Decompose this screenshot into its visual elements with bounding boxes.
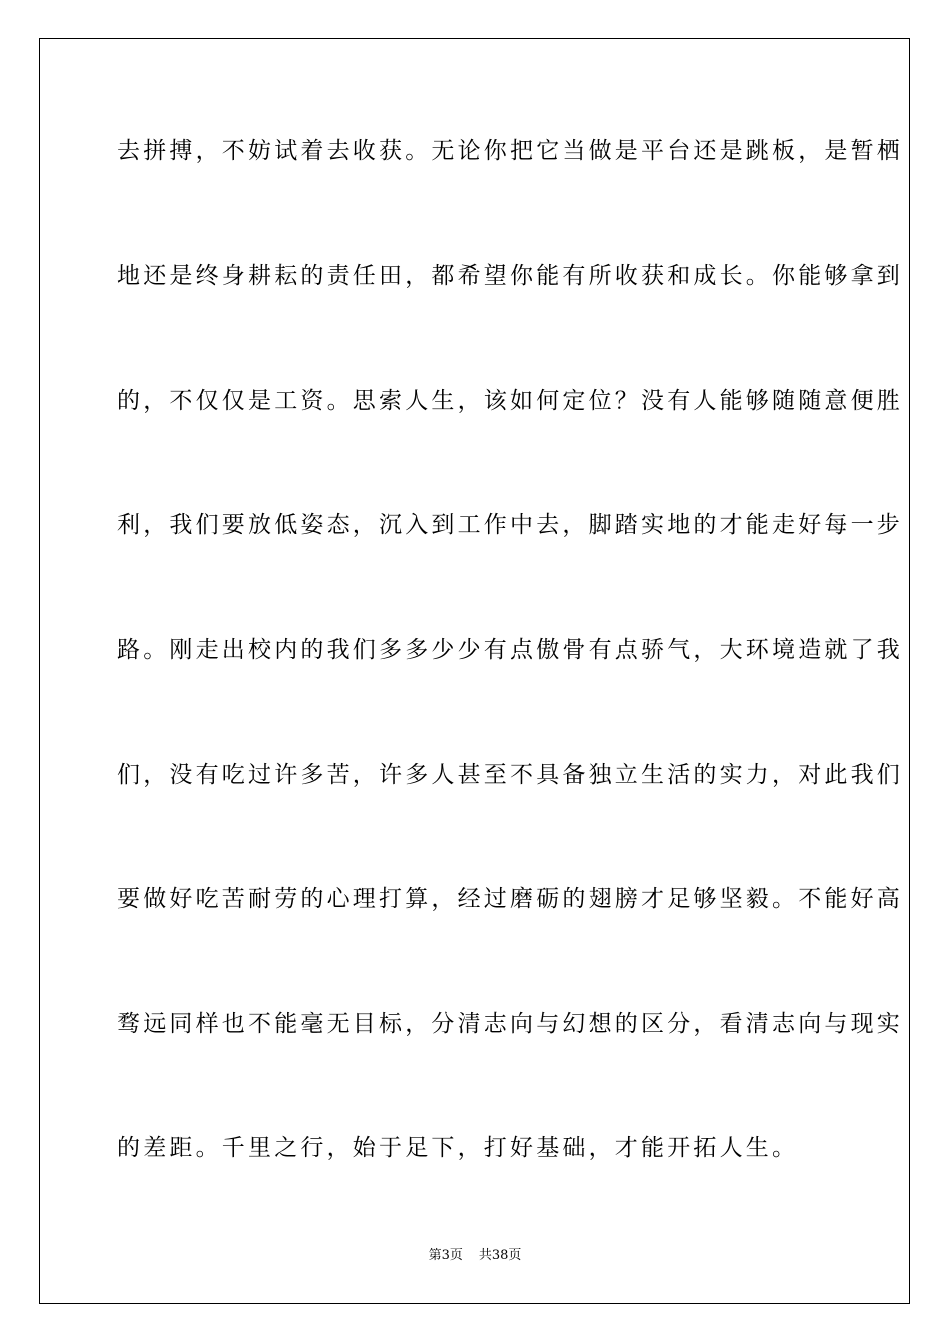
text-line-7: 要做好吃苦耐劳的心理打算，经过磨砺的翅膀才足够坚毅。不能好高 [117,886,903,912]
page-total: 共38页 [478,1248,522,1263]
text-line-9: 的差距。千里之行，始于足下，打好基础，才能开拓人生。 [117,1135,799,1161]
text-line-3: 的，不仅仅是工资。思索人生，该如何定位？没有人能够随随意便胜 [117,388,903,414]
text-line-8: 骛远同样也不能毫无目标，分清志向与幻想的区分，看清志向与现实 [117,1011,903,1037]
text-line-2: 地还是终身耕耘的责任田，都希望你能有所收获和成长。你能够拿到 [117,263,903,289]
text-line-6: 们，没有吃过许多苦，许多人甚至不具备独立生活的实力，对此我们 [117,762,903,788]
page-border [39,38,910,1304]
text-line-5: 路。刚走出校内的我们多多少少有点傲骨有点骄气，大环境造就了我 [117,637,903,663]
page-footer [0,1247,950,1265]
page-number: 第3页 [428,1248,463,1263]
text-line-4: 利，我们要放低姿态，沉入到工作中去，脚踏实地的才能走好每一步 [117,512,903,538]
text-line-1: 去拼搏，不妨试着去收获。无论你把它当做是平台还是跳板，是暂栖 [117,138,903,164]
